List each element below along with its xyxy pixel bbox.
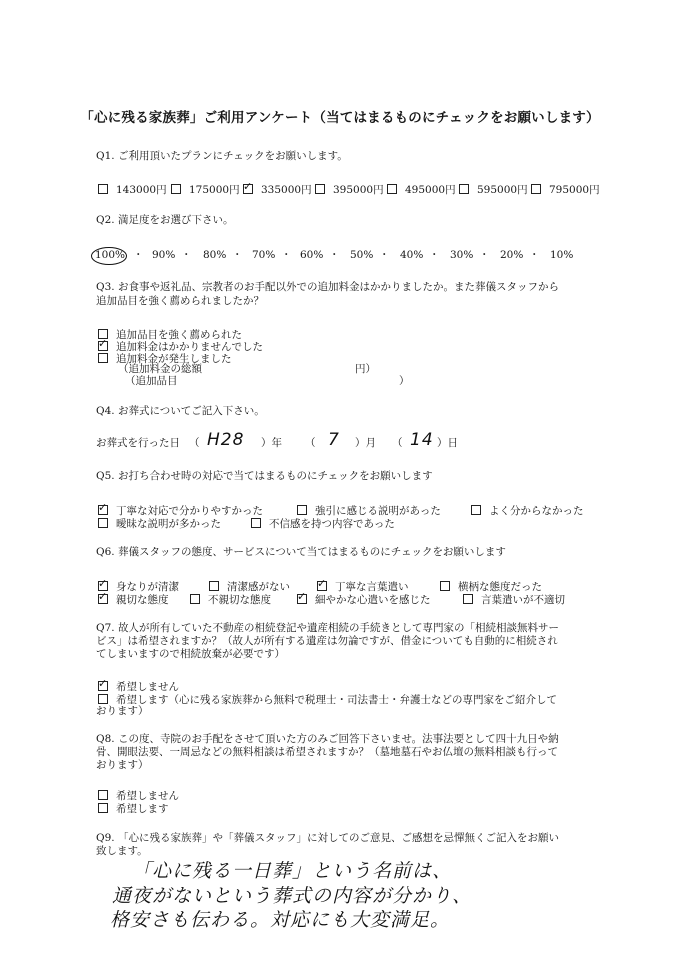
scale-separator: ・: [181, 249, 192, 261]
scale-option[interactable]: 60%: [300, 249, 324, 261]
q7-question-line2: ビス」は希望されますか？（故人が所有する遺産は勿論ですが、借金についても自動的に相続され: [96, 635, 558, 647]
checkbox[interactable]: [209, 581, 219, 591]
q1-option[interactable]: 175000円: [171, 182, 240, 197]
q7-option-no[interactable]: ✓希望しません: [98, 679, 179, 694]
q6-option-kind[interactable]: ✓親切な態度: [98, 592, 169, 607]
q5-option-vague[interactable]: 曖昧な説明が多かった: [98, 516, 221, 531]
q4-year-open: （: [189, 437, 200, 449]
checkbox[interactable]: [315, 184, 325, 194]
q4-date-label: お葬式を行った日: [96, 437, 180, 449]
scale-separator: ・: [133, 249, 144, 261]
scale-separator: ・: [429, 249, 440, 261]
q7-question-line3: てしまいますので相続放棄が必要です）: [96, 648, 285, 660]
q3-option-extra-fee[interactable]: 追加料金が発生しました: [98, 351, 232, 366]
q2-question: Q2. 満足度をお選び下さい。: [96, 214, 234, 226]
checkbox[interactable]: [98, 353, 108, 363]
q3-question-line1: Q3. お食事や返礼品、宗教者のお手配以外での追加料金はかかりましたか。また葬儀スタッフから: [96, 281, 559, 293]
q4-year-value[interactable]: H28: [207, 430, 245, 450]
q1-option[interactable]: 495000円: [387, 182, 456, 197]
q6-option-improper-speech[interactable]: 言葉遣いが不適切: [463, 592, 565, 607]
checkbox[interactable]: [98, 681, 108, 691]
scale-option[interactable]: 10%: [550, 249, 574, 261]
q6-option-neat[interactable]: ✓身なりが清潔: [98, 579, 179, 594]
q4-month-open: （: [305, 437, 316, 449]
checkbox[interactable]: [98, 594, 108, 604]
q8-option-yes[interactable]: 希望します: [98, 801, 169, 816]
checkbox[interactable]: [317, 581, 327, 591]
q4-day-value[interactable]: 14: [410, 430, 434, 450]
q5-option-distrust[interactable]: 不信感を持つ内容であった: [251, 516, 395, 531]
checkbox[interactable]: [171, 184, 181, 194]
scale-option[interactable]: 70%: [252, 249, 276, 261]
scale-option[interactable]: 50%: [350, 249, 374, 261]
q4-month-close: ）月: [355, 437, 376, 449]
scale-separator: ・: [379, 249, 390, 261]
scale-separator: ・: [281, 249, 292, 261]
survey-title: 「心に残る家族葬」ご利用アンケート（当てはまるものにチェックをお願いします）: [80, 110, 600, 126]
scale-separator: ・: [479, 249, 490, 261]
q4-day-close: ）日: [437, 437, 458, 449]
checkbox[interactable]: [463, 594, 473, 604]
q1-question: Q1. ご利用頂いたプランにチェックをお願いします。: [96, 150, 348, 162]
q6-option-unkind[interactable]: 不親切な態度: [190, 592, 271, 607]
checkbox[interactable]: [297, 505, 307, 515]
q6-question: Q6. 葬儀スタッフの態度、サービスについて当てはまるものにチェックをお願いします: [96, 546, 506, 558]
q8-question-line1: Q8. この度、寺院のお手配をさせて頂いた方のみご回答下さいませ。法事法要として四十九日や納: [96, 733, 559, 745]
scale-option[interactable]: 20%: [500, 249, 524, 261]
checkbox[interactable]: [98, 184, 108, 194]
q9-question-line2: 致します。: [96, 845, 148, 857]
q3-total-label: （追加料金の総額: [118, 363, 202, 375]
q1-option[interactable]: 143000円: [98, 182, 167, 197]
q6-option-untidy[interactable]: 清潔感がない: [209, 579, 290, 594]
scale-option[interactable]: 90%: [152, 249, 176, 261]
scale-option[interactable]: 30%: [450, 249, 474, 261]
q1-option[interactable]: 795000円: [531, 182, 600, 197]
q9-question-line1: Q9. 「心に残る家族葬」や「葬儀スタッフ」に対してのご意見、ご感想を忌憚無くご記入をお願い: [96, 832, 559, 844]
q8-question-line3: おります）: [96, 759, 149, 771]
q3-items-close: ）: [399, 375, 410, 387]
checkbox[interactable]: [98, 694, 108, 704]
q3-total-unit: 円）: [355, 363, 376, 375]
q3-question-line2: 追加品目を強く薦められましたか？: [96, 295, 264, 307]
scale-option[interactable]: 80%: [203, 249, 227, 261]
q6-option-polite-speech[interactable]: ✓ 丁寧な言葉遣い: [317, 579, 409, 594]
q9-handwritten-line3[interactable]: 格安さも伝わる。対応にも大変満足。: [110, 909, 451, 931]
checkbox[interactable]: [251, 518, 261, 528]
checkbox[interactable]: [387, 184, 397, 194]
checkbox[interactable]: [440, 581, 450, 591]
q4-question: Q4. お葬式についてご記入下さい。: [96, 405, 265, 417]
checkbox[interactable]: [98, 341, 108, 351]
q5-question: Q5. お打ち合わせ時の対応で当てはまるものにチェックをお願いします: [96, 470, 433, 482]
checkbox[interactable]: [190, 594, 200, 604]
q6-option-arrogant[interactable]: 横柄な態度だった: [440, 579, 542, 594]
scale-separator: ・: [232, 249, 243, 261]
q4-month-value[interactable]: 7: [328, 430, 340, 450]
q5-option-clear[interactable]: ✓丁寧な対応で分かりやすかった: [98, 503, 263, 518]
scale-option[interactable]: 40%: [400, 249, 424, 261]
checkbox[interactable]: [243, 184, 253, 194]
q9-handwritten-line1[interactable]: 「心に残る一日葬」という名前は、: [132, 860, 453, 882]
checkbox[interactable]: [459, 184, 469, 194]
checkbox[interactable]: [471, 505, 481, 515]
checkbox[interactable]: [297, 594, 307, 604]
q5-option-pushy[interactable]: 強引に感じる説明があった: [297, 503, 441, 518]
q4-day-open: （: [392, 437, 403, 449]
q7-option-yes-line2: おります）: [96, 705, 149, 717]
checkbox[interactable]: [98, 505, 108, 515]
scale-separator: ・: [529, 249, 540, 261]
q3-option-no-extra-fee[interactable]: ✓追加料金はかかりませんでした: [98, 339, 263, 354]
q1-option[interactable]: ✓ 335000円: [243, 182, 312, 197]
q6-option-considerate[interactable]: ✓ 細やかな心遣いを感じた: [297, 592, 431, 607]
q1-option[interactable]: 595000円: [459, 182, 528, 197]
q7-question-line1: Q7. 故人が所有していた不動産の相続登記や遺産相続の手続きとして専門家の「相続相談無料サー: [96, 622, 559, 634]
checkbox[interactable]: [98, 790, 108, 800]
checkbox[interactable]: [98, 803, 108, 813]
q1-option[interactable]: 395000円: [315, 182, 384, 197]
checkbox[interactable]: [531, 184, 541, 194]
scale-option-selected[interactable]: 100%: [95, 249, 126, 261]
q8-option-no[interactable]: 希望しません: [98, 788, 179, 803]
scale-separator: ・: [329, 249, 340, 261]
q4-year-close: ）年: [261, 437, 282, 449]
q7-option-yes[interactable]: 希望します（心に残る家族葬から無料で税理士・司法書士・弁護士などの専門家をご紹介して: [98, 692, 557, 707]
q9-handwritten-line2[interactable]: 通夜がないという葬式の内容が分かり、: [112, 885, 473, 907]
q3-items-label: （追加品目: [125, 375, 178, 387]
q8-question-line2: 骨、開眼法要、一周忌などの無料相談は希望されますか？（墓地墓石やお仏壇の無料相談も行って: [96, 746, 558, 758]
checkbox[interactable]: [98, 518, 108, 528]
q3-option-strongly-recommended[interactable]: 追加品目を強く薦められた: [98, 327, 242, 342]
q5-option-unclear[interactable]: よく分からなかった: [471, 503, 584, 518]
